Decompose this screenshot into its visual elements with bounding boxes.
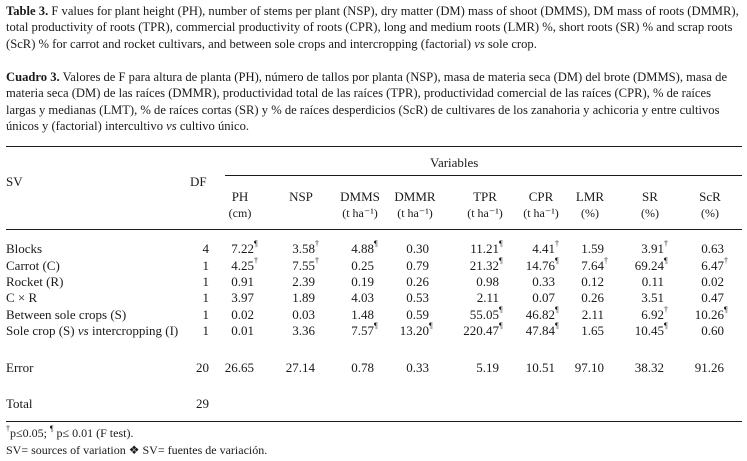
row-label: C × R	[6, 290, 38, 305]
table-cell: 0.59	[406, 307, 429, 322]
table-cell: 5.19	[476, 360, 499, 375]
column-header-dmmr: DMMR	[394, 189, 436, 204]
table-cell: 1.65	[581, 323, 604, 338]
table-cell: 7.57¶	[310, 323, 380, 338]
caption-english-text: F values for plant height (PH), number of stems per plant (NSP), dry matter (DM) mass of shoot (DMMS), DM mass of roots (DMMR), total productivity of roots (TPR), commercial productivity of roots (CPR), long and medium roots (LMR) %, short roots (SR) % and scrap roots (ScR) % for carrot and rocket cultivars, and between sole crops and intercropping (factorial) vs sole crop.	[6, 4, 739, 51]
table-cell: 2.11	[476, 290, 499, 305]
caption-english	[6, 3, 742, 52]
significance-mark: †	[555, 239, 559, 248]
significance-footnote	[6, 426, 133, 440]
column-header-dmms: DMMS	[340, 189, 380, 204]
column-unit-ph: (cm)	[228, 206, 252, 220]
table-cell: 26.65	[224, 360, 254, 375]
sv-column-header: SV	[6, 174, 23, 189]
significance-mark: ¶	[254, 239, 258, 248]
column-unit-dmms: (t ha⁻¹)	[342, 206, 378, 220]
significance-mark: †	[254, 256, 258, 265]
row-df: 1	[202, 258, 209, 273]
significance-mark: ¶	[555, 256, 559, 265]
df-column-header: DF	[190, 174, 207, 189]
significance-mark: ¶	[499, 305, 503, 314]
table-cell: 0.26	[406, 274, 429, 289]
column-header-lmr: LMR	[575, 189, 605, 204]
significance-mark: ¶	[555, 321, 559, 330]
table-cell: 1.48	[351, 307, 374, 322]
column-unit-scr: (%)	[701, 206, 719, 220]
caption-spanish	[6, 69, 742, 134]
column-header-ph: PH	[231, 189, 249, 204]
table-cell: 47.84¶	[491, 323, 561, 338]
significance-mark: ¶	[664, 256, 668, 265]
variables-group-rule	[225, 175, 742, 176]
table-cell: 21.32¶	[435, 258, 505, 273]
table-cell: 4.41†	[532, 239, 559, 256]
significance-mark: †	[724, 256, 728, 265]
table-cell: 0.01	[231, 323, 254, 338]
row-df: 20	[196, 360, 209, 375]
row-df: 4	[202, 241, 209, 256]
column-header-tpr: TPR	[473, 189, 497, 204]
table-cell: 0.19	[351, 274, 374, 289]
column-header-nsp: NSP	[289, 189, 313, 204]
row-df: 1	[202, 290, 209, 305]
sv-footnote: SV= sources of variation ❖ SV= fuentes de variación.	[6, 443, 268, 457]
table-cell: 0.25	[351, 258, 374, 273]
column-unit-dmmr: (t ha⁻¹)	[397, 206, 433, 220]
table-cell: 7.64†	[581, 256, 608, 273]
table-cell: 11.21¶	[435, 241, 505, 256]
table-cell: 4.88¶	[310, 241, 380, 256]
table-cell: 97.10	[574, 360, 604, 375]
significance-mark: †	[315, 256, 319, 265]
significance-mark: †	[664, 239, 668, 248]
row-label: Between sole crops (S)	[6, 307, 127, 322]
table-cell: 0.63	[701, 241, 724, 256]
table-cell: 2.39	[292, 274, 315, 289]
row-label: Total	[6, 396, 33, 411]
table-cell: 0.02	[231, 307, 254, 322]
table-cell: 220.47¶	[435, 323, 505, 338]
dagger-symbol: †	[6, 424, 10, 433]
table-cell: 55.05¶	[435, 307, 505, 322]
row-df: 1	[202, 274, 209, 289]
caption-spanish-label: Cuadro 3.	[6, 70, 60, 84]
caption-english-label: Table 3.	[6, 4, 49, 18]
significance-mark: ¶	[374, 239, 378, 248]
table-cell: 27.14	[285, 360, 315, 375]
significance-text-a: p≤0.05;	[10, 426, 50, 440]
table-cell: 0.03	[292, 307, 315, 322]
table-cell: 7.22¶	[190, 241, 260, 256]
table-cell: 0.26	[581, 290, 604, 305]
table-cell: 69.24¶	[600, 258, 670, 273]
table-cell: 13.20¶	[365, 323, 435, 338]
table-cell: 2.11	[581, 307, 604, 322]
significance-mark: ¶	[664, 321, 668, 330]
significance-mark: ¶	[374, 321, 378, 330]
significance-mark: †	[664, 305, 668, 314]
column-unit-cpr: (t ha⁻¹)	[523, 206, 559, 220]
table-cell: 3.36	[292, 323, 315, 338]
table-cell: 0.91	[231, 274, 254, 289]
table-cell: 6.47†	[701, 256, 728, 273]
table-cell: 0.11	[641, 274, 664, 289]
table-cell: 7.55†	[292, 256, 319, 273]
table-cell: 0.30	[406, 241, 429, 256]
row-label: Error	[6, 360, 34, 375]
significance-mark: †	[604, 256, 608, 265]
table-cell: 0.98	[476, 274, 499, 289]
table-cell: 10.45¶	[600, 323, 670, 338]
table-cell: 4.03	[351, 290, 374, 305]
significance-mark: ¶	[499, 256, 503, 265]
table-cell: 0.79	[406, 258, 429, 273]
table-bottom-rule	[6, 421, 742, 422]
table-cell: 1.89	[292, 290, 315, 305]
column-header-scr: ScR	[699, 189, 721, 204]
table-cell: 46.82¶	[491, 307, 561, 322]
column-header-sr: SR	[642, 189, 658, 204]
pilcrow-symbol: ¶	[49, 424, 54, 433]
table-cell: 3.51	[641, 290, 664, 305]
column-unit-lmr: (%)	[581, 206, 599, 220]
table-cell: 0.07	[532, 290, 555, 305]
significance-mark: ¶	[429, 321, 433, 330]
caption-spanish-text: Valores de F para altura de planta (PH), número de tallos por planta (NSP), masa de materia seca (DM) del brote (DMMS), masa de materia seca (DM) de las raíces (DMMR), productividad total de las raíces (TPR), productividad comercial de las raíces (CPR), % de raíces largas y medianas (LMT), % de raíces cortas (SR) y % de raíces desperdicios (ScR) de cultivares de los zanahoria y achicoria y entre cultivos únicos y (factorial) intercultivo vs cultivo único.	[6, 70, 728, 133]
table-cell: 0.53	[406, 290, 429, 305]
table-header-rule	[6, 229, 742, 230]
table-cell: 3.91†	[641, 239, 668, 256]
table-cell: 38.32	[634, 360, 664, 375]
table-cell: 91.26	[694, 360, 724, 375]
table-cell: 10.26¶	[660, 307, 730, 322]
table-cell: 6.92†	[641, 305, 668, 322]
row-label: Blocks	[6, 241, 43, 256]
table-cell: 3.58†	[292, 239, 319, 256]
row-df: 29	[196, 396, 209, 411]
table-cell: 14.76¶	[491, 258, 561, 273]
table-cell: 0.47	[701, 290, 724, 305]
significance-mark: ¶	[724, 305, 728, 314]
column-unit-tpr: (t ha⁻¹)	[467, 206, 503, 220]
row-label: Sole crop (S) vs intercropping (I)	[6, 323, 179, 338]
row-df: 1	[202, 323, 209, 338]
row-label: Carrot (C)	[6, 258, 60, 273]
variables-group-header: Variables	[430, 155, 479, 170]
significance-mark: ¶	[499, 321, 503, 330]
column-unit-sr: (%)	[641, 206, 659, 220]
significance-mark: †	[315, 239, 319, 248]
table-cell: 0.33	[532, 274, 555, 289]
table-cell: 0.33	[406, 360, 429, 375]
table-cell: 3.97	[231, 290, 254, 305]
table-cell: 0.02	[701, 274, 724, 289]
table-cell: 4.25†	[231, 256, 258, 273]
significance-text-b: p≤ 0.01 (F test).	[53, 426, 134, 440]
table-cell: 1.59	[581, 241, 604, 256]
table-top-rule	[6, 146, 742, 147]
table-cell: 0.60	[701, 323, 724, 338]
table-cell: 10.51	[525, 360, 555, 375]
row-label: Rocket (R)	[6, 274, 64, 289]
significance-mark: ¶	[555, 305, 559, 314]
table-cell: 0.12	[581, 274, 604, 289]
table-cell: 0.78	[351, 360, 374, 375]
significance-mark: ¶	[499, 239, 503, 248]
row-df: 1	[202, 307, 209, 322]
column-header-cpr: CPR	[528, 189, 554, 204]
